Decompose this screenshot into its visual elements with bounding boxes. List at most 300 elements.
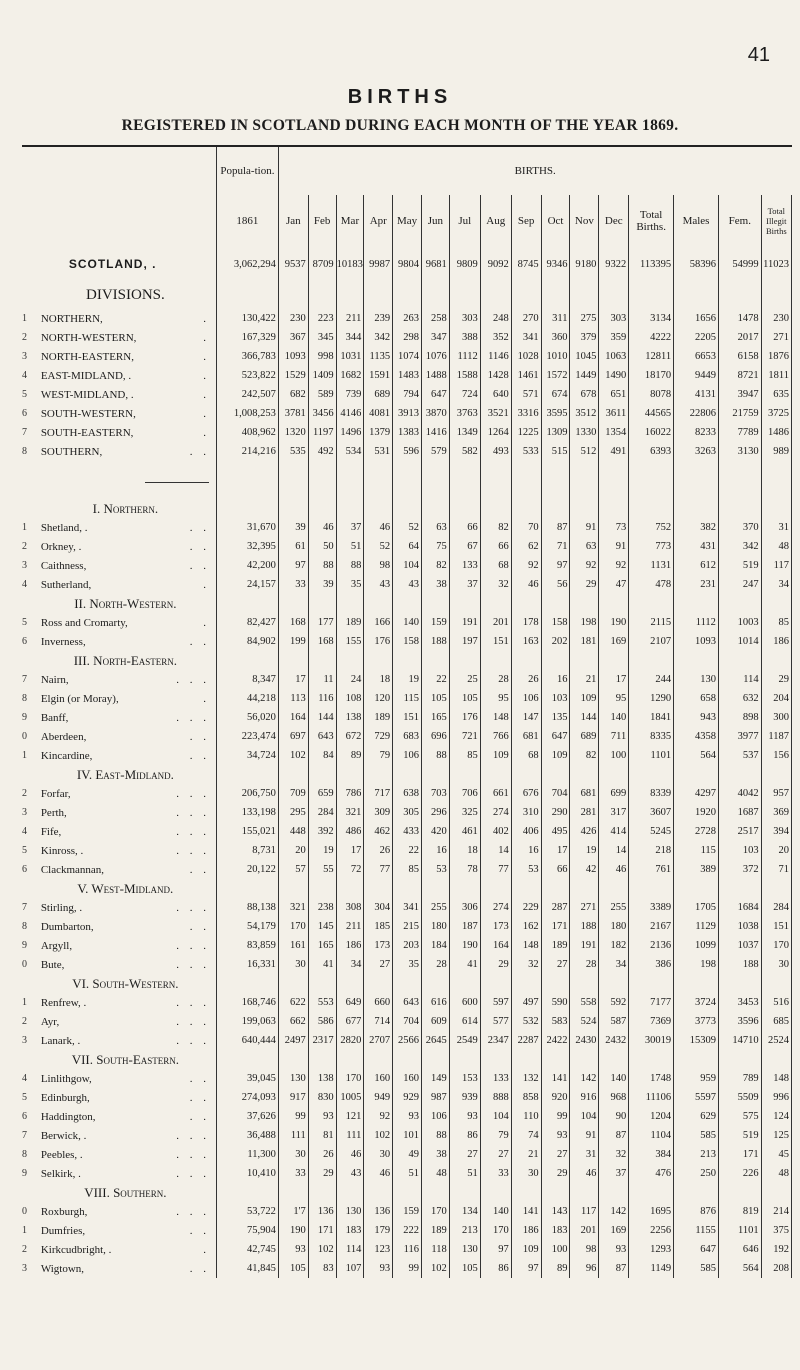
row-label <box>35 613 217 632</box>
month-cell: 133 <box>449 556 480 575</box>
month-cell: 93 <box>599 1240 629 1259</box>
month-cell: 133 <box>480 1069 511 1088</box>
divisions-heading: DIVISIONS. <box>35 281 217 309</box>
row-label-text: Nairn, <box>40 673 69 686</box>
population-cell: 1,008,253 <box>216 404 278 423</box>
month-cell: 109 <box>570 689 599 708</box>
month-cell: 1416 <box>422 423 450 442</box>
population-cell: 44,218 <box>216 689 278 708</box>
males-cell: 431 <box>674 537 719 556</box>
population-cell: 133,198 <box>216 803 278 822</box>
month-cell: 681 <box>570 784 599 803</box>
total-cell: 3607 <box>629 803 674 822</box>
month-cell: 512 <box>570 442 599 461</box>
month-cell: 48 <box>422 1164 450 1183</box>
females-cell: 646 <box>718 1240 761 1259</box>
blank-cell <box>393 461 422 499</box>
month-cell: 141 <box>541 1069 570 1088</box>
illegit-cell: 375 <box>761 1221 791 1240</box>
row-index: 9 <box>22 940 27 951</box>
table-row <box>22 613 792 632</box>
month-cell: 159 <box>422 613 450 632</box>
month-cell: 2549 <box>449 1031 480 1050</box>
month-cell: 4146 <box>336 404 364 423</box>
row-label-text: SOUTH-EASTERN, <box>40 426 134 439</box>
month-cell: 2645 <box>422 1031 450 1050</box>
month-cell: 50 <box>308 537 336 556</box>
population-cell: 167,329 <box>216 328 278 347</box>
blank-cell <box>449 765 480 784</box>
group-heading-row <box>22 879 792 898</box>
blank-cell <box>336 594 364 613</box>
month-cell: 66 <box>541 860 570 879</box>
table-row <box>22 689 792 708</box>
blank-cell <box>336 461 364 499</box>
population-cell: 199,063 <box>216 1012 278 1031</box>
row-label <box>35 404 217 423</box>
males-cell: 1093 <box>674 632 719 651</box>
month-cell: 1572 <box>541 366 570 385</box>
month-cell: 360 <box>541 328 570 347</box>
females-cell: 1003 <box>718 613 761 632</box>
row-index: 2 <box>22 332 27 343</box>
row-label-text: NORTH-EASTERN, <box>40 350 134 363</box>
blank-cell <box>216 499 278 518</box>
table-row <box>22 993 792 1012</box>
month-cell: 105 <box>422 689 450 708</box>
row-label <box>35 385 217 404</box>
females-cell: 632 <box>718 689 761 708</box>
blank-cell <box>364 281 393 309</box>
month-cell: 589 <box>308 385 336 404</box>
blank-cell <box>629 1050 674 1069</box>
month-cell: 101 <box>393 1126 422 1145</box>
total-cell: 2256 <box>629 1221 674 1240</box>
males-cell: 2728 <box>674 822 719 841</box>
illegit-cell: 30 <box>761 955 791 974</box>
month-cell: 535 <box>278 442 308 461</box>
row-label <box>35 803 217 822</box>
males-cell: 1155 <box>674 1221 719 1240</box>
month-cell: 3456 <box>308 404 336 423</box>
month-cell: 53 <box>511 860 541 879</box>
males-cell: 4358 <box>674 727 719 746</box>
males-cell: 564 <box>674 746 719 765</box>
month-cell: 676 <box>511 784 541 803</box>
females-cell: 3977 <box>718 727 761 746</box>
illegit-cell: 989 <box>761 442 791 461</box>
row-leader-dots: . <box>203 388 210 401</box>
blank-cell <box>480 499 511 518</box>
females-cell: 21759 <box>718 404 761 423</box>
table-row <box>22 860 792 879</box>
row-label <box>35 746 217 765</box>
group-heading-row <box>22 651 792 670</box>
blank-cell <box>216 879 278 898</box>
blank-cell <box>216 974 278 993</box>
table-row <box>22 1145 792 1164</box>
month-cell: 27 <box>449 1145 480 1164</box>
month-cell: 43 <box>364 575 393 594</box>
month-cell: 165 <box>422 708 450 727</box>
males-cell: 959 <box>674 1069 719 1088</box>
month-cell: 189 <box>336 613 364 632</box>
blank-cell <box>422 974 450 993</box>
table-row <box>22 1031 792 1050</box>
month-cell: 672 <box>336 727 364 746</box>
row-leader-dots: . . <box>189 863 210 876</box>
total-cell: 5245 <box>629 822 674 841</box>
month-cell: 61 <box>278 537 308 556</box>
month-cell: 721 <box>449 727 480 746</box>
table-row <box>22 632 792 651</box>
row-label <box>35 1164 217 1183</box>
females-cell: 564 <box>718 1259 761 1278</box>
month-cell: 32 <box>511 955 541 974</box>
month-cell: 1383 <box>393 423 422 442</box>
month-cell: 162 <box>511 917 541 936</box>
blank-cell <box>22 461 35 499</box>
males-cell: 647 <box>674 1240 719 1259</box>
month-cell: 238 <box>308 898 336 917</box>
blank-cell <box>449 974 480 993</box>
population-cell: 8,347 <box>216 670 278 689</box>
month-cell: 1063 <box>599 347 629 366</box>
month-cell: 303 <box>449 309 480 328</box>
blank-cell <box>541 1183 570 1202</box>
row-leader-dots: . . . <box>176 1034 210 1047</box>
group-heading: VII. South-Eastern. <box>35 1050 217 1069</box>
header-month: Jul <box>449 195 480 247</box>
month-cell: 73 <box>599 518 629 537</box>
month-cell: 714 <box>364 1012 393 1031</box>
month-cell: 27 <box>541 1145 570 1164</box>
month-cell: 161 <box>278 936 308 955</box>
blank-cell <box>541 765 570 784</box>
month-cell: 93 <box>541 1126 570 1145</box>
month-cell: 98 <box>364 556 393 575</box>
row-label-text: Roxburgh, <box>40 1205 88 1218</box>
total-cell: 8078 <box>629 385 674 404</box>
illegit-cell: 214 <box>761 1202 791 1221</box>
blank-cell <box>364 765 393 784</box>
blank-cell <box>278 879 308 898</box>
blank-cell <box>674 499 719 518</box>
blank-cell <box>336 651 364 670</box>
month-cell: 46 <box>599 860 629 879</box>
males-cell: 231 <box>674 575 719 594</box>
month-cell: 213 <box>449 1221 480 1240</box>
blank-cell <box>599 499 629 518</box>
row-index: 8 <box>22 921 27 932</box>
month-cell: 290 <box>541 803 570 822</box>
blank-cell <box>422 879 450 898</box>
row-index: 4 <box>22 370 27 381</box>
row-index <box>22 1183 35 1202</box>
month-cell: 191 <box>449 613 480 632</box>
month-cell: 52 <box>393 518 422 537</box>
row-leader-dots: . . . <box>176 1148 210 1161</box>
blank-cell <box>336 1183 364 1202</box>
group-heading-row <box>22 974 792 993</box>
month-cell: 104 <box>480 1107 511 1126</box>
total-cell: 4222 <box>629 328 674 347</box>
month-cell: 643 <box>308 727 336 746</box>
blank-cell <box>480 1050 511 1069</box>
illegit-cell: 11023 <box>761 247 791 281</box>
row-index <box>22 651 35 670</box>
month-cell: 486 <box>336 822 364 841</box>
illegit-cell: 271 <box>761 328 791 347</box>
males-cell: 115 <box>674 841 719 860</box>
month-cell: 87 <box>541 518 570 537</box>
row-label-text: Berwick, . <box>40 1129 87 1142</box>
blank-cell <box>336 1050 364 1069</box>
row-label <box>35 993 217 1012</box>
row-index: 3 <box>22 1263 27 1274</box>
blank-cell <box>761 281 791 309</box>
month-cell: 18 <box>449 841 480 860</box>
month-cell: 638 <box>393 784 422 803</box>
females-cell: 3453 <box>718 993 761 1012</box>
blank-cell <box>718 499 761 518</box>
month-cell: 173 <box>364 936 393 955</box>
blank-cell <box>422 499 450 518</box>
month-cell: 697 <box>278 727 308 746</box>
blank-cell <box>393 974 422 993</box>
blank-cell <box>629 499 674 518</box>
table-row <box>22 1126 792 1145</box>
month-cell: 1031 <box>336 347 364 366</box>
row-label <box>35 366 217 385</box>
illegit-cell: 117 <box>761 556 791 575</box>
month-cell: 92 <box>511 556 541 575</box>
blank-cell <box>541 974 570 993</box>
row-index <box>22 765 35 784</box>
illegit-cell: 192 <box>761 1240 791 1259</box>
blank-cell <box>216 461 278 499</box>
blank-cell <box>308 974 336 993</box>
blank-cell <box>480 651 511 670</box>
total-cell: 12811 <box>629 347 674 366</box>
females-cell: 898 <box>718 708 761 727</box>
row-leader-dots: . <box>203 1243 210 1256</box>
blank-cell <box>511 651 541 670</box>
row-index: 3 <box>22 560 27 571</box>
table-row <box>22 784 792 803</box>
row-label <box>35 1259 217 1278</box>
month-cell: 56 <box>541 575 570 594</box>
blank-cell <box>718 1050 761 1069</box>
month-cell: 92 <box>364 1107 393 1126</box>
month-cell: 97 <box>511 1259 541 1278</box>
month-cell: 31 <box>570 1145 599 1164</box>
blank-cell <box>480 765 511 784</box>
month-cell: 19 <box>308 841 336 860</box>
illegit-cell: 71 <box>761 860 791 879</box>
month-cell: 830 <box>308 1088 336 1107</box>
month-cell: 113 <box>278 689 308 708</box>
table-row <box>22 385 792 404</box>
month-cell: 794 <box>393 385 422 404</box>
blank-cell <box>629 594 674 613</box>
females-cell: 247 <box>718 575 761 594</box>
month-cell: 171 <box>541 917 570 936</box>
month-cell: 57 <box>278 860 308 879</box>
blank-cell <box>599 879 629 898</box>
month-cell: 33 <box>278 1164 308 1183</box>
row-leader-dots: . . . <box>176 1205 210 1218</box>
month-cell: 39 <box>308 575 336 594</box>
month-cell: 66 <box>449 518 480 537</box>
month-cell: 79 <box>364 746 393 765</box>
month-cell: 97 <box>480 1240 511 1259</box>
blank-cell <box>511 879 541 898</box>
row-label-text: Ayr, <box>40 1015 60 1028</box>
females-cell: 1101 <box>718 1221 761 1240</box>
row-label <box>35 1202 217 1221</box>
header-month: Oct <box>541 195 570 247</box>
month-cell: 717 <box>364 784 393 803</box>
blank-cell <box>393 1050 422 1069</box>
blank-cell <box>35 461 217 499</box>
month-cell: 142 <box>599 1202 629 1221</box>
row-label <box>35 1240 217 1259</box>
month-cell: 183 <box>336 1221 364 1240</box>
month-cell: 75 <box>422 537 450 556</box>
illegit-cell: 85 <box>761 613 791 632</box>
month-cell: 987 <box>422 1088 450 1107</box>
month-cell: 296 <box>422 803 450 822</box>
total-cell: 113395 <box>629 247 674 281</box>
month-cell: 155 <box>336 632 364 651</box>
header-month: Jun <box>422 195 450 247</box>
month-cell: 186 <box>511 1221 541 1240</box>
month-cell: 258 <box>422 309 450 328</box>
month-cell: 649 <box>336 993 364 1012</box>
month-cell: 534 <box>336 442 364 461</box>
row-leader-dots: . . <box>189 730 210 743</box>
month-cell: 42 <box>570 860 599 879</box>
blank-cell <box>336 499 364 518</box>
row-index: 4 <box>22 826 27 837</box>
blank-cell <box>541 1050 570 1069</box>
month-cell: 22 <box>422 670 450 689</box>
month-cell: 304 <box>364 898 393 917</box>
month-cell: 1264 <box>480 423 511 442</box>
blank-cell <box>570 1050 599 1069</box>
population-cell: 223,474 <box>216 727 278 746</box>
month-cell: 8709 <box>308 247 336 281</box>
blank-cell <box>216 281 278 309</box>
table-row <box>22 936 792 955</box>
month-cell: 766 <box>480 727 511 746</box>
females-cell: 54999 <box>718 247 761 281</box>
month-cell: 1428 <box>480 366 511 385</box>
blank-cell <box>511 765 541 784</box>
month-cell: 308 <box>336 898 364 917</box>
males-cell: 3773 <box>674 1012 719 1031</box>
blank-cell <box>570 281 599 309</box>
row-label-text: Kincardine, <box>40 749 93 762</box>
month-cell: 62 <box>511 537 541 556</box>
month-cell: 696 <box>422 727 450 746</box>
males-cell: 1129 <box>674 917 719 936</box>
blank-cell <box>718 879 761 898</box>
month-cell: 10183 <box>336 247 364 281</box>
males-cell: 8233 <box>674 423 719 442</box>
month-cell: 1682 <box>336 366 364 385</box>
month-cell: 2287 <box>511 1031 541 1050</box>
month-cell: 130 <box>336 1202 364 1221</box>
month-cell: 142 <box>570 1069 599 1088</box>
month-cell: 9987 <box>364 247 393 281</box>
population-cell: 274,093 <box>216 1088 278 1107</box>
header-month: Nov <box>570 195 599 247</box>
month-cell: 211 <box>336 917 364 936</box>
month-cell: 310 <box>511 803 541 822</box>
blank-cell <box>278 1050 308 1069</box>
females-cell: 8721 <box>718 366 761 385</box>
month-cell: 495 <box>541 822 570 841</box>
row-label <box>35 518 217 537</box>
blank-cell <box>599 1183 629 1202</box>
month-cell: 134 <box>449 1202 480 1221</box>
month-cell: 311 <box>541 309 570 328</box>
population-cell: 640,444 <box>216 1031 278 1050</box>
month-cell: 582 <box>449 442 480 461</box>
population-cell: 214,216 <box>216 442 278 461</box>
females-cell: 519 <box>718 1126 761 1145</box>
month-cell: 1045 <box>570 347 599 366</box>
month-cell: 26 <box>511 670 541 689</box>
month-cell: 145 <box>308 917 336 936</box>
table-row <box>22 841 792 860</box>
month-cell: 1496 <box>336 423 364 442</box>
month-cell: 136 <box>308 1202 336 1221</box>
month-cell: 367 <box>278 328 308 347</box>
month-cell: 153 <box>449 1069 480 1088</box>
month-cell: 164 <box>278 708 308 727</box>
month-cell: 681 <box>511 727 541 746</box>
month-cell: 706 <box>449 784 480 803</box>
month-cell: 18 <box>364 670 393 689</box>
blank-cell <box>718 281 761 309</box>
females-cell: 1037 <box>718 936 761 955</box>
month-cell: 1005 <box>336 1088 364 1107</box>
males-cell: 1920 <box>674 803 719 822</box>
blank-cell <box>364 461 393 499</box>
month-cell: 2432 <box>599 1031 629 1050</box>
month-cell: 17 <box>599 670 629 689</box>
month-cell: 88 <box>336 556 364 575</box>
blank-cell <box>541 281 570 309</box>
month-cell: 1112 <box>449 347 480 366</box>
illegit-cell: 685 <box>761 1012 791 1031</box>
females-cell: 114 <box>718 670 761 689</box>
illegit-cell: 45 <box>761 1145 791 1164</box>
females-cell: 819 <box>718 1202 761 1221</box>
month-cell: 211 <box>336 309 364 328</box>
blank-cell <box>449 879 480 898</box>
month-cell: 96 <box>570 1259 599 1278</box>
month-cell: 109 <box>480 746 511 765</box>
month-cell: 392 <box>308 822 336 841</box>
group-heading-row <box>22 594 792 613</box>
month-cell: 93 <box>449 1107 480 1126</box>
row-leader-dots: . . . <box>176 901 210 914</box>
month-cell: 46 <box>364 1164 393 1183</box>
